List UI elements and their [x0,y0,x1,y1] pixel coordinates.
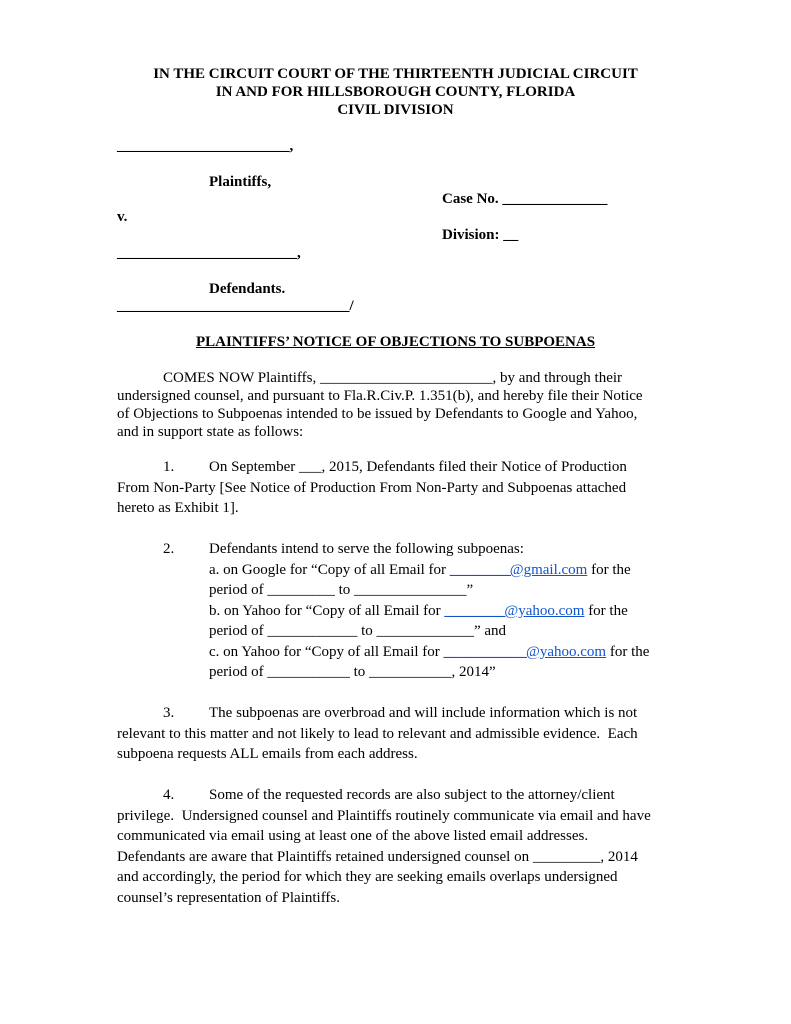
subpoena-c-suffix: for the [606,644,650,660]
subpoena-b-period: period of ____________ to _____________” and [209,623,507,639]
court-header-line-1: IN THE CIRCUIT COURT OF THE THIRTEENTH JUDICIAL CIRCUIT [153,66,638,82]
defendant-name-blank: ________________________, [117,245,301,261]
intro-line-2: undersigned counsel, and pursuant to Fla.R.Civ.P. 1.351(b), and hereby file their Notice [117,388,643,404]
subpoena-item-b [209,601,628,621]
paragraph-1-line-3: hereto as Exhibit 1]. [117,500,239,516]
paragraph-4-line-6: counsel’s representation of Plaintiffs. [117,890,341,906]
subpoena-item-a [209,560,631,580]
subpoena-b-suffix: for the [584,603,628,619]
versus-label: v. [117,209,128,225]
subpoena-a-suffix: for the [587,562,631,578]
intro-line-3: of Objections to Subpoenas intended to be issued by Defendants to Google and Yahoo, [117,406,638,422]
paragraph-4-line-1: Some of the requested records are also subject to the attorney/client [209,787,615,803]
paragraph-3-line-2: relevant to this matter and not likely to lead to relevant and admissible evidence. Each [117,726,638,742]
document-title: PLAINTIFFS’ NOTICE OF OBJECTIONS TO SUBPOENAS [195,334,596,350]
paragraph-4-line-5: and accordingly, the period for which they are seeking emails overlaps undersigned [117,869,618,885]
subpoena-item-c [209,642,649,662]
intro-line-1: COMES NOW Plaintiffs, _______________________, by and through their [163,370,623,386]
yahoo-email-link[interactable]: ________@yahoo.com [444,603,585,619]
paragraph-number: 2. [163,541,175,557]
caption-closing-line: _______________________________/ [117,298,354,314]
plaintiffs-label: Plaintiffs, [209,174,272,190]
paragraph-3-line-3: subpoena requests ALL emails from each address. [117,746,418,762]
case-number: Case No. ______________ [442,191,608,207]
paragraph-3-line-1: The subpoenas are overbroad and will include information which is not [209,705,638,721]
division-number: Division: __ [442,227,519,243]
subpoena-a-period: period of _________ to _______________” [209,582,474,598]
paragraph-2-line-1: Defendants intend to serve the following subpoenas: [209,541,524,557]
subpoena-c-period: period of ___________ to ___________, 2014” [209,664,496,680]
paragraph-4-line-2: privilege. Undersigned counsel and Plaintiffs routinely communicate via email and have [117,808,651,824]
subpoena-a-prefix: a. on Google for “Copy of all Email for [209,562,450,578]
court-header-line-2: IN AND FOR HILLSBOROUGH COUNTY, FLORIDA [215,84,576,100]
defendants-label: Defendants. [209,281,286,297]
plaintiff-name-blank: _______________________, [117,138,294,154]
paragraph-1-line-2: From Non-Party [See Notice of Production From Non-Party and Subpoenas attached [117,480,627,496]
subpoena-c-prefix: c. on Yahoo for “Copy of all Email for [209,644,444,660]
paragraph-4-line-3: communicated via email using at least one of the above listed email addresses. [117,828,589,844]
subpoena-b-prefix: b. on Yahoo for “Copy of all Email for [209,603,445,619]
paragraph-1-line-1: On September ___, 2015, Defendants filed their Notice of Production [209,459,627,475]
yahoo-email-link[interactable]: ___________@yahoo.com [443,644,607,660]
paragraph-number: 1. [163,459,175,475]
court-header-line-3: CIVIL DIVISION [337,102,454,118]
paragraph-number: 4. [163,787,175,803]
intro-line-4: and in support state as follows: [117,424,304,440]
paragraph-4-line-4: Defendants are aware that Plaintiffs retained undersigned counsel on _________, 2014 [117,849,638,865]
paragraph-number: 3. [163,705,175,721]
gmail-email-link[interactable]: ________@gmail.com [449,562,588,578]
